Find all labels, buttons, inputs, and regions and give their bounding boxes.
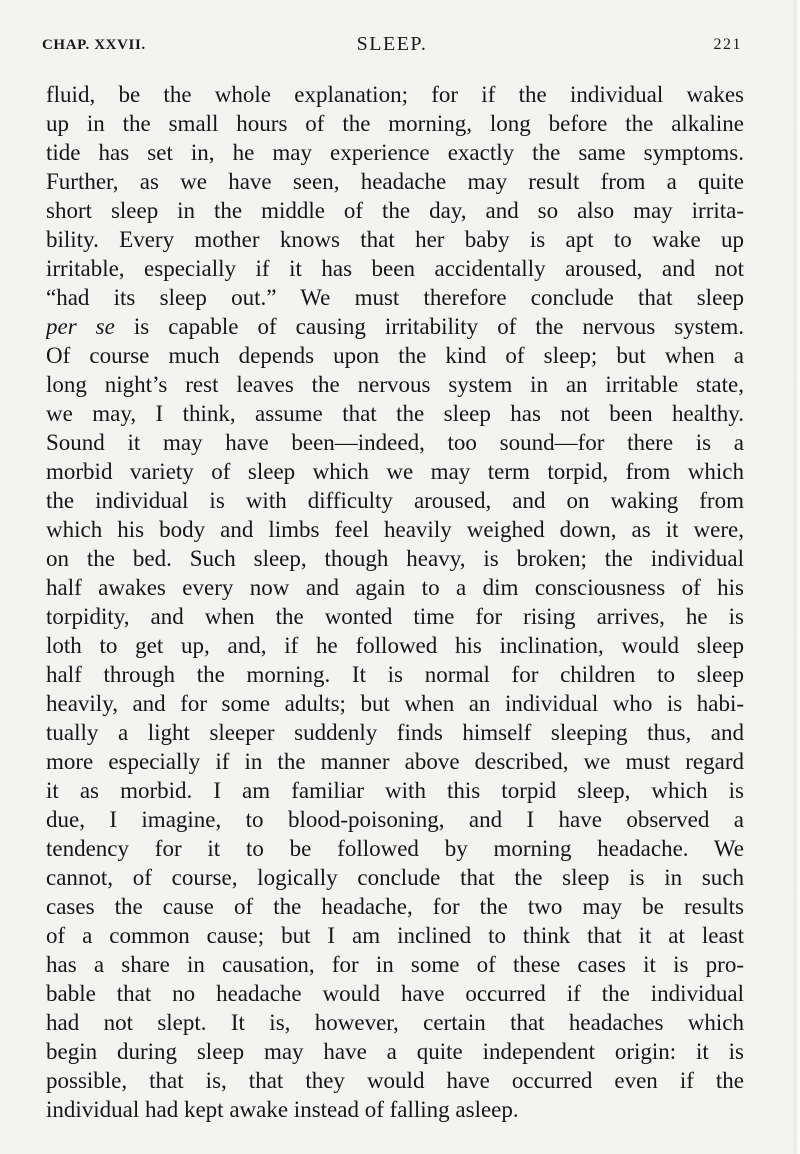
text-line: short sleep in the middle of the day, and so also may irrita- — [46, 198, 744, 223]
text-line: torpidity, and when the wonted time for rising arrives, he is — [46, 604, 744, 629]
text-line: long night’s rest leaves the nervous system in an irritable state, — [46, 372, 744, 397]
text-line: Sound it may have been—indeed, too sound—for there is a — [46, 430, 744, 455]
text-line: cases the cause of the headache, for the two may be results — [46, 894, 744, 919]
text-line: half through the morning. It is normal for children to sleep — [46, 662, 744, 687]
text-line: possible, that is, that they would have occurred even if the — [46, 1068, 744, 1093]
running-header — [42, 33, 742, 59]
text-line: fluid, be the whole explanation; for if the individual wakes — [46, 82, 744, 107]
text-line: Of course much depends upon the kind of sleep; but when a — [46, 343, 744, 368]
text-line: it as morbid. I am familiar with this torpid sleep, which is — [46, 778, 744, 803]
text-line: has a share in causation, for in some of these cases it is pro- — [46, 952, 744, 977]
page-edge — [794, 0, 800, 1154]
text-line: the individual is with difficulty aroused, and on waking from — [46, 488, 744, 513]
text-line: morbid variety of sleep which we may term torpid, from which — [46, 459, 744, 484]
text-line: bable that no headache would have occurred if the individual — [46, 981, 744, 1006]
chapter-label: CHAP. XXVII. — [42, 37, 146, 53]
text-line: bility. Every mother knows that her baby is apt to wake up — [46, 227, 744, 252]
text-line-last: individual had kept awake instead of falling asleep. — [46, 1097, 519, 1122]
text-line: heavily, and for some adults; but when an individual who is habi- — [46, 691, 744, 716]
text-line: up in the small hours of the morning, long before the alkaline — [46, 111, 744, 136]
text-line: “had its sleep out.” We must therefore conclude that sleep — [46, 285, 744, 310]
running-title: SLEEP. — [356, 33, 428, 55]
text-line: tide has set in, he may experience exactly the same symptoms. — [46, 140, 744, 165]
body-text — [46, 80, 744, 1124]
text-line: more especially if in the manner above described, we must regard — [46, 749, 744, 774]
text-line: which his body and limbs feel heavily weighed down, as it were, — [46, 517, 744, 542]
text-line: half awakes every now and again to a dim consciousness of his — [46, 575, 744, 600]
text-line: tendency for it to be followed by morning headache. We — [46, 836, 744, 861]
text-line: begin during sleep may have a quite independent origin: it is — [46, 1039, 744, 1064]
text-line: had not slept. It is, however, certain that headaches which — [46, 1010, 744, 1035]
page-number: 221 — [713, 36, 742, 53]
text-line: irritable, especially if it has been accidentally aroused, and not — [46, 256, 744, 281]
text-line: loth to get up, and, if he followed his inclination, would sleep — [46, 633, 744, 658]
text-line: cannot, of course, logically conclude that the sleep is in such — [46, 865, 744, 890]
text-line: per se is capable of causing irritability of the nervous system. — [46, 314, 744, 339]
text-line: due, I imagine, to blood-poisoning, and I have observed a — [46, 807, 744, 832]
text-line: Further, as we have seen, headache may result from a quite — [46, 169, 744, 194]
text-line: of a common cause; but I am inclined to think that it at least — [46, 923, 744, 948]
text-line: we may, I think, assume that the sleep has not been healthy. — [46, 401, 744, 426]
text-line: on the bed. Such sleep, though heavy, is broken; the individual — [46, 546, 744, 571]
text-line: tually a light sleeper suddenly finds himself sleeping thus, and — [46, 720, 744, 745]
